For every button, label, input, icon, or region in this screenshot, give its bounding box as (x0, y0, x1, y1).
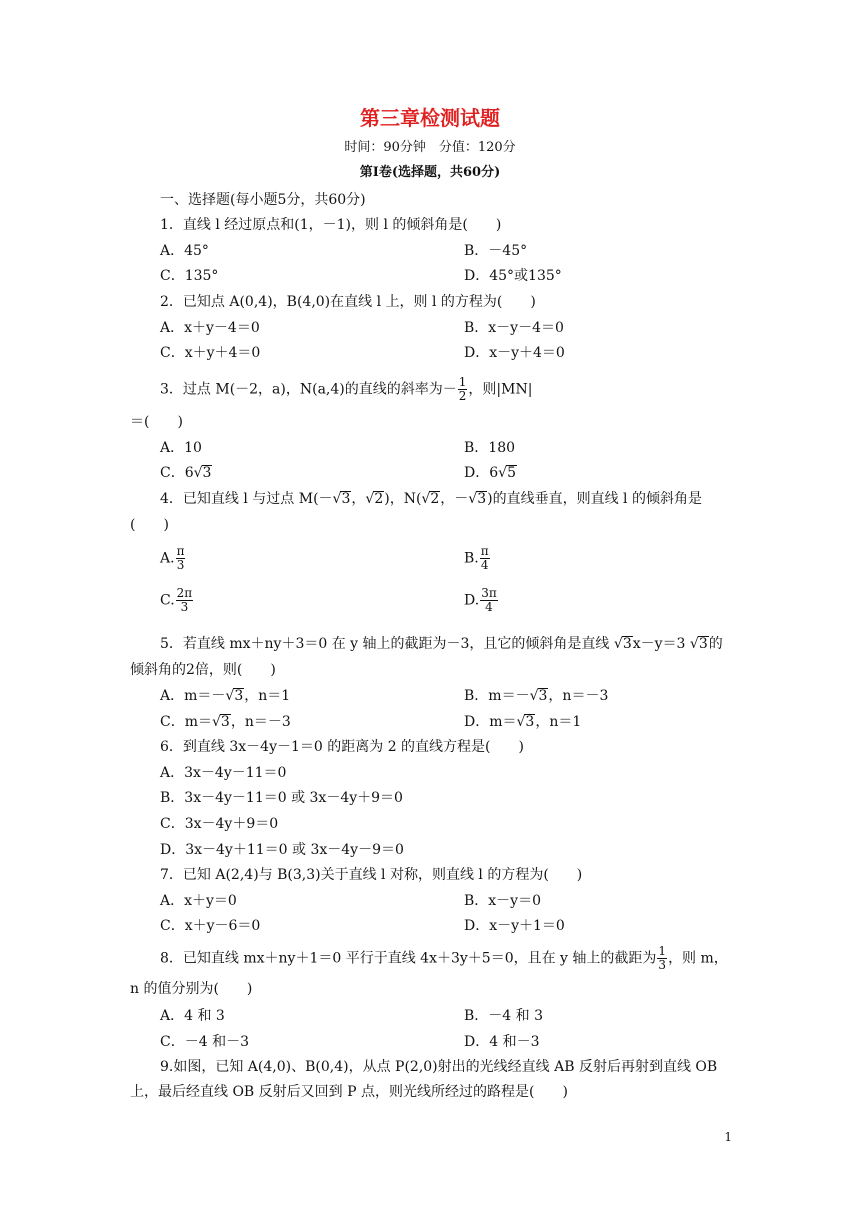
question-4-option-d (464, 587, 499, 614)
stem-text: 的 (708, 636, 723, 652)
question-2-option-b: B．x－y－4＝0 (464, 320, 564, 336)
question-5-option-c: C．m＝√3，n＝－3 (160, 714, 291, 730)
option-text: C．6 (160, 465, 194, 481)
question-3-option-d: D．6√5 (464, 465, 516, 481)
question-2-option-a: A．x＋y－4＝0 (160, 320, 260, 336)
question-1-stem: 1．直线 l 经过原点和(1，－1)，则 l 的倾斜角是( ) (160, 217, 502, 233)
sqrt-radicand: 3 (538, 688, 548, 704)
stem-text: ，－ (440, 491, 469, 507)
question-3-option-c: C．6√3 (160, 465, 212, 481)
fraction-numerator: 1 (458, 375, 467, 389)
fraction (480, 587, 498, 614)
fraction-denominator: 4 (485, 600, 493, 614)
question-9-stem: 9.如图，已知 A(4,0)、B(0,4)，从点 P(2,0)射出的光线经直线 AB 反射后再射到直线 OB (160, 1059, 718, 1075)
fraction-denominator: 4 (480, 558, 489, 572)
fraction (458, 376, 468, 403)
stem-text: 4．已知直线 l 与过点 M(－ (160, 491, 333, 507)
fraction-numerator: 3π (481, 586, 497, 600)
question-5-option-b: B．m＝－√3，n＝－3 (464, 688, 609, 704)
question-8-option-b: B．－4 和 3 (464, 1008, 544, 1024)
question-4-stem-continued: ( ) (130, 517, 169, 533)
question-1-option-a: A．45° (160, 243, 209, 259)
question-3-stem-part2: ，则|MN| (468, 381, 533, 398)
question-9-stem-continued: 上，最后经直线 OB 反射后又回到 P 点，则光线所经过的路程是( ) (130, 1084, 568, 1100)
stem-text: ，则 m， (668, 950, 728, 967)
page-title: 第三章检测试题 (360, 106, 500, 130)
sqrt-radicand: 2 (374, 491, 384, 507)
question-4-option-b (464, 545, 491, 572)
option-text: A．m＝－ (160, 688, 226, 704)
question-3-stem-part1: 3．过点 M(－2，a)，N(a,4)的直线的斜率为－ (160, 381, 457, 398)
question-8-stem (160, 945, 728, 972)
question-7-stem: 7．已知 A(2,4)与 B(3,3)关于直线 l 对称，则直线 l 的方程为( ) (160, 867, 583, 883)
question-6-stem: 6．到直线 3x－4y－1＝0 的距离为 2 的直线方程是( ) (160, 739, 524, 755)
part-heading: 第Ⅰ卷(选择题，共60分) (359, 165, 501, 180)
question-2-stem: 2．已知点 A(0,4)，B(4,0)在直线 l 上，则 l 的方程为( ) (160, 294, 536, 310)
sqrt-radicand: 3 (341, 491, 351, 507)
question-6-option-d: D．3x－4y＋11＝0 或 3x－4y－9＝0 (160, 842, 404, 858)
sqrt-radicand: 3 (622, 636, 632, 652)
exam-meta: 时间：90分钟 分值：120分 (344, 140, 516, 155)
question-8-stem-continued: n 的值分别为( ) (130, 981, 253, 997)
question-3-stem (160, 376, 532, 403)
question-7-option-c: C．x＋y－6＝0 (160, 918, 261, 934)
question-2-option-d: D．x－y＋4＝0 (464, 345, 565, 361)
fraction-denominator: 2 (458, 389, 467, 403)
sqrt-radicand: 3 (220, 714, 230, 730)
option-text: B. (464, 550, 479, 567)
stem-text: x－y＝3 (632, 636, 690, 652)
option-text: C. (160, 592, 175, 609)
fraction (657, 945, 667, 972)
fraction-numerator: π (176, 544, 185, 558)
question-4-option-a (160, 545, 186, 572)
question-6-option-a: A．3x－4y－11＝0 (160, 765, 287, 781)
question-8-option-c: C．－4 和－3 (160, 1034, 249, 1050)
question-1-option-d: D．45°或135° (464, 268, 562, 284)
question-1-option-b: B．－45° (464, 243, 528, 259)
question-6-option-b: B．3x－4y－11＝0 或 3x－4y＋9＝0 (160, 790, 403, 806)
fraction (480, 545, 490, 572)
option-text: C．m＝ (160, 714, 212, 730)
fraction-numerator: 1 (658, 944, 667, 958)
stem-text: ， (351, 491, 366, 507)
sqrt-radicand: 2 (430, 491, 440, 507)
question-4-option-c (160, 587, 194, 614)
option-text: D. (464, 592, 480, 609)
sqrt-radicand: 3 (525, 714, 535, 730)
question-8-option-d: D．4 和－3 (464, 1034, 540, 1050)
page-number: 1 (724, 1130, 732, 1144)
question-3-stem-continued: ＝( ) (130, 414, 183, 430)
sqrt-radicand: 3 (202, 465, 212, 481)
question-8-option-a: A．4 和 3 (160, 1008, 225, 1024)
fraction-numerator: 2π (176, 586, 193, 600)
question-3-option-a: A．10 (160, 440, 202, 456)
fraction-denominator: 3 (176, 558, 185, 572)
fraction-denominator: 3 (180, 600, 189, 614)
question-5-stem: 5．若直线 mx＋ny＋3＝0 在 y 轴上的截距为－3，且它的倾斜角是直线 √3x－y＝3 √3的 (160, 636, 723, 652)
question-6-option-c: C．3x－4y＋9＝0 (160, 816, 279, 832)
option-text: D．6 (464, 465, 499, 481)
question-5-stem-continued: 倾斜角的2倍，则( ) (130, 662, 276, 678)
sqrt-radicand: 3 (477, 491, 487, 507)
stem-text: )，N( (384, 491, 422, 507)
question-1-option-c: C．135° (160, 268, 219, 284)
sqrt-radicand: 3 (234, 688, 244, 704)
sqrt-radicand: 5 (507, 465, 516, 481)
option-text: A. (160, 550, 175, 567)
question-2-option-c: C．x＋y＋4＝0 (160, 345, 261, 361)
sqrt-radicand: 3 (698, 636, 708, 652)
fraction (176, 545, 186, 572)
question-7-option-d: D．x－y＋1＝0 (464, 918, 565, 934)
option-text: ，n＝－3 (230, 714, 291, 730)
option-text: ，n＝－3 (548, 688, 609, 704)
section-heading: 一、选择题(每小题5分，共60分) (160, 192, 366, 208)
question-5-option-a: A．m＝－√3，n＝1 (160, 688, 291, 704)
stem-text: 5．若直线 mx＋ny＋3＝0 在 y 轴上的截距为－3，且它的倾斜角是直线 (160, 636, 614, 652)
option-text: B．m＝－ (464, 688, 530, 704)
question-5-option-d: D．m＝√3，n＝1 (464, 714, 582, 730)
stem-text: 8．已知直线 mx＋ny＋1＝0 平行于直线 4x＋3y＋5＝0，且在 y 轴上的截距为 (160, 950, 657, 967)
fraction (176, 587, 194, 614)
option-text: ，n＝1 (535, 714, 582, 730)
question-7-option-a: A．x＋y＝0 (160, 893, 237, 909)
fraction-denominator: 3 (658, 958, 667, 972)
fraction-numerator: π (480, 544, 489, 558)
question-3-option-b: B．180 (464, 440, 516, 456)
stem-text: )的直线垂直，则直线 l 的倾斜角是 (487, 491, 702, 507)
question-4-stem: 4．已知直线 l 与过点 M(－√3，√2)，N(√2，－√3)的直线垂直，则直线 l 的倾斜角是 (160, 491, 702, 507)
question-7-option-b: B．x－y＝0 (464, 893, 541, 909)
option-text: D．m＝ (464, 714, 517, 730)
option-text: ，n＝1 (244, 688, 291, 704)
